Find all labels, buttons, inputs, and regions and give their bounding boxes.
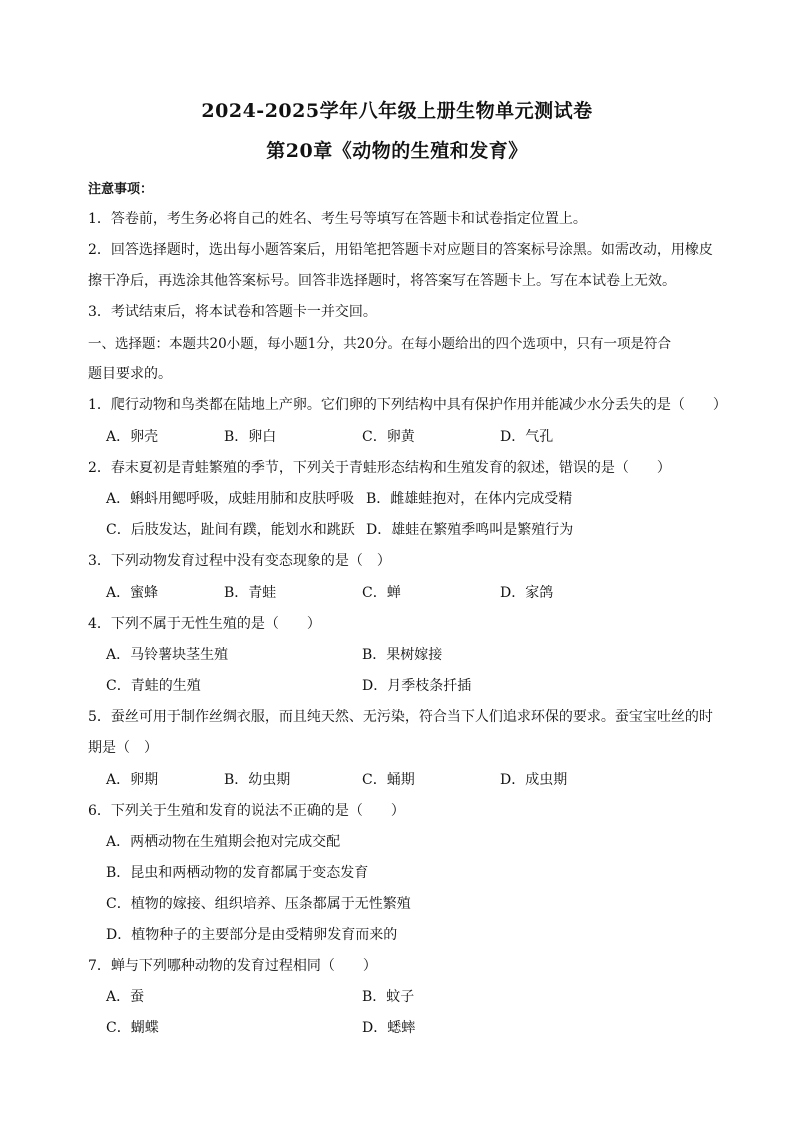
section-instructions: 一、选择题：本题共20小题，每小题1分，共20分。在每小题给出的四个选项中，只有一项是符合 (88, 336, 671, 352)
notice-heading: 注意事项： (88, 182, 154, 197)
question-7-option-d: D．蟋蟀 (362, 1020, 416, 1036)
question-1-option-a: A．卵壳 (106, 429, 159, 445)
question-5-option-a: A．卵期 (106, 772, 159, 788)
notice-item-1: 1．答卷前，考生务必将自己的姓名、考生号等填写在答题卡和试卷指定位置上。 (88, 211, 587, 227)
question-4-option-c: C．青蛙的生殖 (106, 678, 201, 694)
notice-item-3: 3．考试结束后，将本试卷和答题卡一并交回。 (88, 304, 377, 320)
question-6-option-a: A．两栖动物在生殖期会抱对完成交配 (106, 834, 341, 850)
exam-title: 2024-2025学年八年级上册生物单元测试卷 (201, 100, 593, 122)
question-5-option-d: D．成虫期 (500, 772, 568, 788)
question-1-option-b: B．卵白 (224, 429, 277, 445)
question-6-option-b: B．昆虫和两栖动物的发育都属于变态发育 (106, 865, 369, 881)
question-3-stem: 3．下列动物发育过程中没有变态现象的是（ ） (88, 553, 391, 569)
question-6-option-d: D．植物种子的主要部分是由受精卵发育而来的 (106, 927, 398, 943)
question-1-stem: 1．爬行动物和鸟类都在陆地上产卵。它们卵的下列结构中具有保护作用并能减少水分丢失的是（ ） (88, 397, 727, 413)
question-5-stem-cont: 期是（ ） (88, 740, 158, 756)
section-instructions-cont: 题目要求的。 (88, 366, 172, 382)
question-3-option-d: D．家鸽 (500, 585, 554, 601)
question-1-option-d: D．气孔 (500, 429, 554, 445)
question-2-option-d: D．雄蛙在繁殖季鸣叫是繁殖行为 (366, 522, 574, 538)
chapter-title: 第20章《动物的生殖和发育》 (266, 140, 528, 162)
question-6-stem: 6．下列关于生殖和发育的说法不正确的是（ ） (88, 803, 405, 819)
notice-item-2: 2．回答选择题时，选出每小题答案后，用铅笔把答题卡对应题目的答案标号涂黑。如需改动，用橡皮 (88, 242, 713, 258)
question-5-option-b: B．幼虫期 (224, 772, 291, 788)
question-4-option-d: D．月季枝条扦插 (362, 678, 472, 694)
question-3-option-b: B．青蛙 (224, 585, 277, 601)
question-7-option-a: A．蚕 (106, 989, 145, 1005)
question-5-option-c: C．蛹期 (362, 772, 415, 788)
question-4-option-a: A．马铃薯块茎生殖 (106, 647, 229, 663)
question-2-stem: 2．春末夏初是青蛙繁殖的季节，下列关于青蛙形态结构和生殖发育的叙述，错误的是（ ） (88, 460, 671, 476)
question-7-stem: 7．蝉与下列哪种动物的发育过程相同（ ） (88, 958, 377, 974)
question-5-stem: 5．蚕丝可用于制作丝绸衣服，而且纯天然、无污染，符合当下人们追求环保的要求。蚕宝宝吐丝的时 (88, 709, 713, 725)
question-4-stem: 4．下列不属于无性生殖的是（ ） (88, 616, 321, 632)
question-3-option-a: A．蜜蜂 (106, 585, 159, 601)
question-1-option-c: C．卵黄 (362, 429, 415, 445)
question-4-option-b: B．果树嫁接 (362, 647, 443, 663)
question-6-option-c: C．植物的嫁接、组织培养、压条都属于无性繁殖 (106, 896, 411, 912)
question-2-option-c: C．后肢发达，趾间有蹼，能划水和跳跃 (106, 522, 355, 538)
notice-item-2-cont: 擦干净后，再选涂其他答案标号。回答非选择题时，将答案写在答题卡上。写在本试卷上无效。 (88, 273, 676, 289)
question-7-option-c: C．蝴蝶 (106, 1020, 159, 1036)
question-2-option-a: A．蝌蚪用鳃呼吸，成蛙用肺和皮肤呼吸 (106, 491, 355, 507)
question-7-option-b: B．蚊子 (362, 989, 415, 1005)
question-2-option-b: B．雌雄蛙抱对，在体内完成受精 (366, 491, 573, 507)
question-3-option-c: C．蝉 (362, 585, 401, 601)
